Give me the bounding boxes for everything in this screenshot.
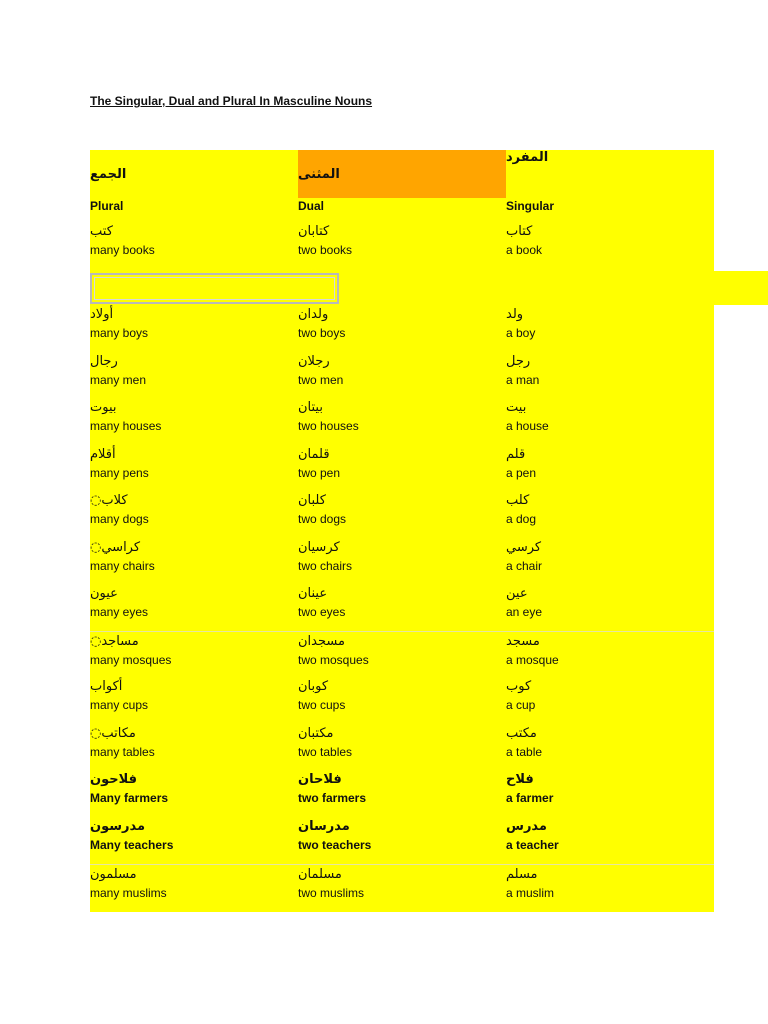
singular-cell: [506, 445, 714, 491]
plural-cell: [90, 865, 298, 912]
plural-english: many houses: [90, 419, 162, 433]
table-header-english: [90, 198, 714, 222]
header-plural-arabic: الجمع: [90, 167, 127, 182]
singular-cell: [506, 538, 714, 584]
plural-arabic: بيوت: [90, 400, 117, 415]
singular-cell: [506, 724, 714, 770]
singular-english: a house: [506, 419, 549, 433]
header-plural-cell: [90, 198, 298, 222]
singular-english: a table: [506, 745, 543, 759]
table-row: [90, 538, 714, 584]
dual-english: two muslims: [298, 886, 365, 900]
singular-arabic: مسجد: [506, 634, 540, 649]
plural-cell: [90, 491, 298, 538]
singular-arabic: كرسي: [506, 540, 542, 555]
dual-arabic: ولدان: [298, 307, 329, 322]
table-row: [90, 222, 714, 271]
dual-english: two chairs: [298, 559, 353, 573]
dual-english: two tables: [298, 745, 353, 759]
plural-arabic: مساجد◌: [90, 634, 139, 649]
singular-cell: [506, 865, 714, 912]
table-row: [90, 491, 714, 538]
plural-english: many pens: [90, 466, 149, 480]
plural-english: many mosques: [90, 653, 172, 667]
dual-english: two houses: [298, 419, 359, 433]
header-singular-arabic: المفرد: [506, 150, 549, 165]
dual-cell: [298, 770, 506, 817]
plural-cell: [90, 352, 298, 398]
plural-arabic: أكواب: [90, 679, 123, 694]
dual-cell: [298, 724, 506, 770]
document-title: The Singular, Dual and Plural In Masculine Nouns: [90, 94, 373, 108]
plural-arabic: أقلام: [90, 447, 116, 462]
singular-english: a book: [506, 243, 543, 257]
plural-cell: [90, 305, 298, 352]
dual-arabic: فلاحان: [298, 772, 342, 787]
dual-english: two boys: [298, 326, 346, 340]
plural-english: many eyes: [90, 605, 149, 619]
dual-english: two farmers: [298, 791, 367, 805]
plural-arabic: مسلمون: [90, 867, 137, 882]
singular-arabic: بيت: [506, 400, 527, 415]
plural-cell: [90, 398, 298, 445]
dual-arabic: مدرسان: [298, 819, 350, 834]
singular-english: a man: [506, 373, 540, 387]
dual-arabic: كتابان: [298, 224, 330, 239]
singular-arabic: قلم: [506, 447, 526, 462]
table-row: [90, 584, 714, 631]
plural-cell: [90, 222, 298, 271]
dual-arabic: مكتبان: [298, 726, 334, 741]
table-row: [90, 770, 714, 817]
plural-english: many men: [90, 373, 147, 387]
plural-arabic: عيون: [90, 586, 118, 601]
singular-cell: [506, 491, 714, 538]
table-row: [90, 445, 714, 491]
singular-cell: [506, 352, 714, 398]
dual-arabic: كلبان: [298, 493, 326, 508]
header-singular-english: Singular: [506, 199, 555, 213]
singular-cell: [506, 632, 714, 678]
singular-arabic: فلاح: [506, 772, 534, 787]
singular-arabic: رجل: [506, 354, 531, 369]
plural-arabic: كلاب◌: [90, 493, 128, 508]
header-singular-cell: [506, 198, 714, 222]
plural-english: many muslims: [90, 886, 167, 900]
dual-english: two pen: [298, 466, 341, 480]
singular-cell: [506, 305, 714, 352]
plural-english: many boys: [90, 326, 149, 340]
dual-cell: [298, 491, 506, 538]
dual-english: two books: [298, 243, 353, 257]
dual-cell: [298, 677, 506, 724]
plural-arabic: مدرسون: [90, 819, 146, 834]
plural-cell: [90, 817, 298, 864]
table-row: [90, 631, 714, 678]
dual-cell: [298, 352, 506, 398]
singular-cell: [506, 398, 714, 445]
singular-cell: [506, 817, 714, 864]
singular-english: a dog: [506, 512, 537, 526]
singular-english: a cup: [506, 698, 536, 712]
singular-english: a muslim: [506, 886, 555, 900]
singular-cell: [506, 584, 714, 631]
dual-cell: [298, 222, 506, 271]
dual-cell: [298, 445, 506, 491]
singular-arabic: ولد: [506, 307, 524, 322]
dual-english: two teachers: [298, 838, 372, 852]
dual-arabic: مسلمان: [298, 867, 342, 882]
header-plural-english: Plural: [90, 199, 124, 213]
singular-english: an eye: [506, 605, 543, 619]
plural-arabic: مكاتب◌: [90, 726, 136, 741]
singular-cell: [506, 677, 714, 724]
dual-cell: [298, 865, 506, 912]
plural-cell: [90, 445, 298, 491]
plural-cell: [90, 538, 298, 584]
dual-arabic: عينان: [298, 586, 328, 601]
empty-text-box[interactable]: [90, 273, 339, 304]
table-row: [90, 352, 714, 398]
dual-cell: [298, 632, 506, 678]
singular-arabic: كلب: [506, 493, 530, 508]
plural-cell: [90, 677, 298, 724]
singular-arabic: كوب: [506, 679, 532, 694]
table-header-arabic: [90, 150, 714, 198]
header-dual-cell: [298, 198, 506, 222]
dual-arabic: مسجدان: [298, 634, 345, 649]
dual-arabic: كرسيان: [298, 540, 340, 555]
table-row: [90, 677, 714, 724]
plural-english: many tables: [90, 745, 155, 759]
dual-english: two eyes: [298, 605, 346, 619]
singular-cell: [506, 770, 714, 817]
dual-cell: [298, 817, 506, 864]
table-row: [90, 398, 714, 445]
header-dual-english: Dual: [298, 199, 325, 213]
header-dual-arabic: المثنى: [298, 167, 340, 182]
dual-arabic: رجلان: [298, 354, 330, 369]
plural-arabic: كتب: [90, 224, 113, 239]
plural-arabic: رجال: [90, 354, 118, 369]
dual-english: two mosques: [298, 653, 369, 667]
plural-arabic: أولاد: [90, 307, 114, 322]
plural-arabic: كراسي◌: [90, 540, 141, 555]
singular-arabic: كتاب: [506, 224, 533, 239]
table-row: [90, 724, 714, 770]
plural-english: many dogs: [90, 512, 149, 526]
singular-english: a pen: [506, 466, 537, 480]
table-row: [90, 817, 714, 864]
plural-cell: [90, 632, 298, 678]
singular-arabic: مدرس: [506, 819, 547, 834]
plural-arabic: فلاحون: [90, 772, 137, 787]
plural-cell: [90, 724, 298, 770]
dual-cell: [298, 398, 506, 445]
dual-arabic: قلمان: [298, 447, 330, 462]
plural-english: many cups: [90, 698, 149, 712]
dual-cell: [298, 538, 506, 584]
singular-english: a mosque: [506, 653, 559, 667]
plural-english: Many farmers: [90, 791, 169, 805]
singular-arabic: عين: [506, 586, 528, 601]
singular-arabic: مكتب: [506, 726, 537, 741]
dual-cell: [298, 305, 506, 352]
singular-arabic: مسلم: [506, 867, 538, 882]
singular-english: a boy: [506, 326, 536, 340]
plural-english: Many teachers: [90, 838, 174, 852]
dual-cell: [298, 584, 506, 631]
singular-english: a teacher: [506, 838, 559, 852]
dual-english: two cups: [298, 698, 346, 712]
dual-english: two men: [298, 373, 344, 387]
table-row: [90, 864, 714, 912]
plural-cell: [90, 584, 298, 631]
plural-english: many books: [90, 243, 155, 257]
singular-english: a farmer: [506, 791, 554, 805]
plural-english: many chairs: [90, 559, 155, 573]
singular-cell: [506, 222, 714, 271]
dual-arabic: كوبان: [298, 679, 329, 694]
table-row: [90, 305, 714, 352]
plural-cell: [90, 770, 298, 817]
dual-english: two dogs: [298, 512, 347, 526]
singular-english: a chair: [506, 559, 543, 573]
dual-arabic: بيتان: [298, 400, 323, 415]
